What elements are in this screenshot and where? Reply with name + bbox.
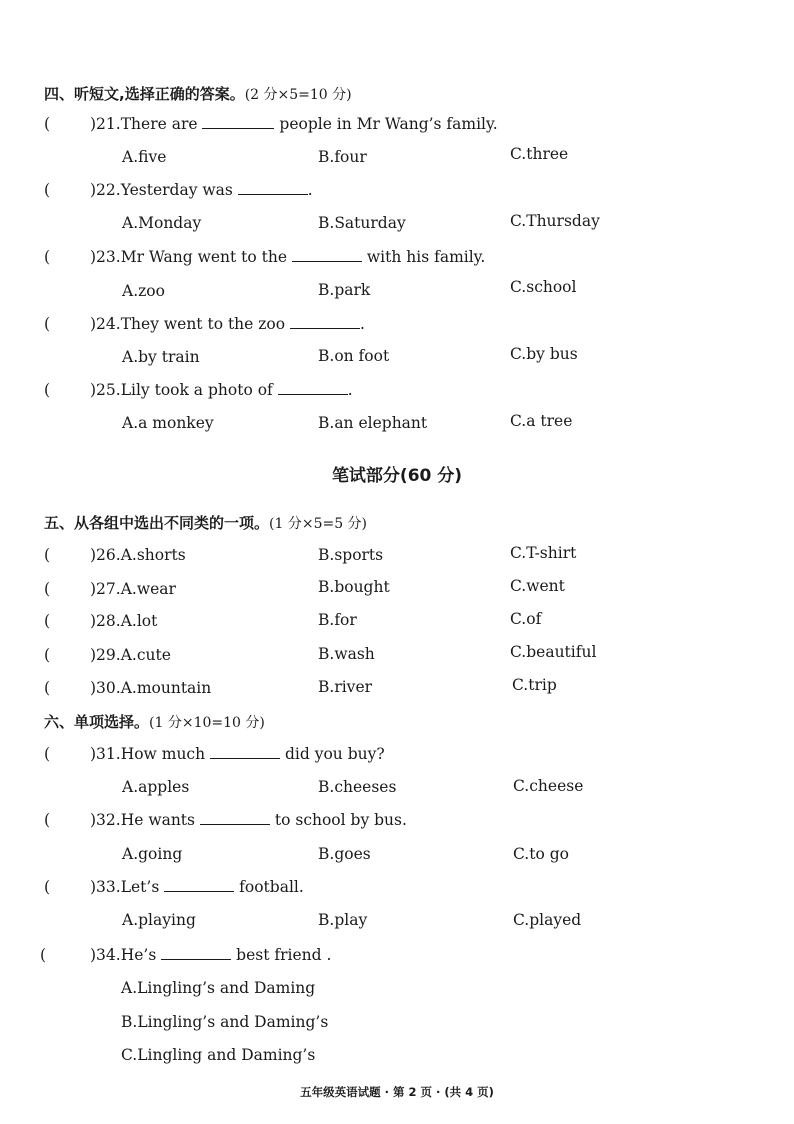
answer-paren-26[interactable]: ( — [44, 546, 51, 564]
question-stem: Let’s — [120, 878, 160, 896]
question-stem-end: to school by bus. — [274, 811, 407, 829]
answer-blank[interactable] — [278, 382, 348, 395]
option-c: C.played — [513, 911, 582, 929]
question-30 — [90, 679, 211, 697]
answer-paren-31[interactable]: ( — [44, 745, 51, 763]
section5-score: (1 分×5=5 分) — [269, 516, 368, 532]
section6-score: (1 分×10=10 分) — [149, 715, 265, 731]
question-stem-end: did you buy? — [284, 745, 385, 763]
question-33 — [90, 878, 304, 896]
option-b: B.on foot — [318, 347, 390, 365]
answer-blank[interactable] — [200, 812, 270, 825]
question-number: )29. — [90, 646, 121, 664]
option-a: A.five — [122, 148, 167, 166]
question-number: )22. — [90, 181, 121, 199]
question-number: )23. — [90, 248, 121, 266]
section6-heading — [44, 711, 265, 732]
question-number: )24. — [90, 315, 121, 333]
question-number: )25. — [90, 381, 121, 399]
option-b: B.Saturday — [318, 214, 406, 232]
question-34 — [90, 946, 331, 964]
option-c: C.Lingling and Daming’s — [121, 1046, 316, 1064]
option-b: B.for — [318, 611, 357, 629]
question-23 — [90, 248, 485, 266]
option-a: A.lot — [120, 612, 158, 630]
question-stem: Lily took a photo of — [120, 381, 273, 399]
answer-blank[interactable] — [164, 879, 234, 892]
question-stem: He wants — [120, 811, 195, 829]
option-c: C.by bus — [510, 345, 578, 363]
question-number: )31. — [90, 745, 121, 763]
option-c: C.Thursday — [510, 212, 600, 230]
question-stem-end: . — [360, 315, 365, 333]
option-a: A.by train — [122, 348, 200, 366]
answer-paren-30[interactable]: ( — [44, 679, 51, 697]
question-24 — [90, 315, 365, 333]
section4-heading — [44, 83, 352, 104]
answer-blank[interactable] — [292, 249, 362, 262]
section4-score: (2 分×5=10 分) — [244, 87, 352, 103]
answer-paren-29[interactable]: ( — [44, 646, 51, 664]
question-stem-end: football. — [239, 878, 304, 896]
option-a: A.Monday — [122, 214, 202, 232]
answer-paren-23[interactable]: ( — [44, 248, 51, 266]
answer-paren-28[interactable]: ( — [44, 612, 51, 630]
option-a: A.wear — [120, 580, 176, 598]
option-a: A.zoo — [122, 282, 165, 300]
option-c: C.of — [510, 610, 542, 628]
page-footer: 五年级英语试题 · 第 2 页 · (共 4 页) — [300, 1085, 494, 1099]
question-stem: There are — [120, 115, 198, 133]
question-28 — [90, 612, 157, 630]
question-31 — [90, 745, 385, 763]
question-number: )28. — [90, 612, 121, 630]
question-stem-end: . — [347, 381, 353, 399]
question-number: )32. — [90, 811, 121, 829]
answer-blank[interactable] — [161, 947, 231, 960]
option-c: C.beautiful — [510, 643, 597, 661]
answer-paren-22[interactable]: ( — [44, 181, 51, 199]
question-number: )30. — [90, 679, 121, 697]
answer-blank[interactable] — [202, 116, 274, 129]
option-c: C.T-shirt — [510, 544, 577, 562]
question-stem: They went to the zoo — [120, 315, 286, 333]
question-stem: Yesterday was — [120, 181, 233, 199]
option-a: A.mountain — [120, 679, 212, 697]
option-b: B.park — [318, 281, 371, 299]
answer-blank[interactable] — [210, 746, 280, 759]
option-b: B.an elephant — [318, 414, 428, 432]
question-number: )34. — [90, 946, 121, 964]
answer-paren-27[interactable]: ( — [44, 580, 51, 598]
option-c: C.a tree — [510, 412, 573, 430]
option-b: B.four — [318, 148, 367, 166]
option-b: B.bought — [318, 578, 390, 596]
option-b: B.sports — [318, 546, 384, 564]
question-stem-end: best friend . — [236, 946, 332, 964]
question-26 — [90, 546, 186, 564]
option-a: A.apples — [122, 778, 190, 796]
answer-blank[interactable] — [238, 182, 308, 195]
answer-paren-24[interactable]: ( — [44, 315, 51, 333]
answer-paren-25[interactable]: ( — [44, 381, 51, 399]
question-stem-end: with his family. — [366, 248, 486, 266]
section5-heading — [44, 512, 367, 533]
question-25 — [90, 381, 353, 399]
section6-title: 六、单项选择。 — [44, 713, 150, 731]
question-stem: Mr Wang went to the — [120, 248, 288, 266]
question-stem-end: . — [307, 181, 313, 199]
question-number: )26. — [90, 546, 121, 564]
option-a: A.cute — [120, 646, 171, 664]
answer-paren-33[interactable]: ( — [44, 878, 51, 896]
option-c: C.three — [510, 145, 569, 163]
answer-paren-21[interactable]: ( — [44, 115, 51, 133]
option-a: A.playing — [122, 911, 196, 929]
answer-blank[interactable] — [290, 316, 360, 329]
option-b: B.river — [318, 678, 373, 696]
option-b: B.Lingling’s and Daming’s — [121, 1013, 329, 1031]
section5-title: 五、从各组中选出不同类的一项。 — [44, 514, 270, 532]
option-c: C.cheese — [513, 777, 584, 795]
question-number: )33. — [90, 878, 121, 896]
option-a: A.going — [122, 845, 183, 863]
option-c: C.trip — [512, 676, 557, 694]
option-b: B.goes — [318, 845, 371, 863]
question-21 — [90, 115, 498, 133]
option-b: B.play — [318, 911, 368, 929]
question-stem: He’s — [120, 946, 157, 964]
question-stem-end: people in Mr Wang’s family. — [279, 115, 498, 133]
answer-paren-32[interactable]: ( — [44, 811, 51, 829]
question-32 — [90, 811, 407, 829]
question-27 — [90, 580, 176, 598]
option-a: A.shorts — [120, 546, 186, 564]
question-number: )27. — [90, 580, 121, 598]
written-part-title: 笔试部分(60 分) — [331, 466, 463, 486]
question-29 — [90, 646, 171, 664]
option-a: A.Lingling’s and Daming — [121, 979, 316, 997]
question-stem: How much — [120, 745, 206, 763]
question-22 — [90, 181, 313, 199]
question-number: )21. — [90, 115, 121, 133]
option-c: C.school — [510, 278, 577, 296]
option-b: B.wash — [318, 645, 375, 663]
option-b: B.cheeses — [318, 778, 397, 796]
section4-title: 四、听短文,选择正确的答案。 — [44, 85, 245, 103]
answer-paren-34[interactable]: ( — [40, 946, 47, 964]
option-a: A.a monkey — [122, 414, 214, 432]
option-c: C.went — [510, 577, 565, 595]
option-c: C.to go — [513, 845, 569, 863]
